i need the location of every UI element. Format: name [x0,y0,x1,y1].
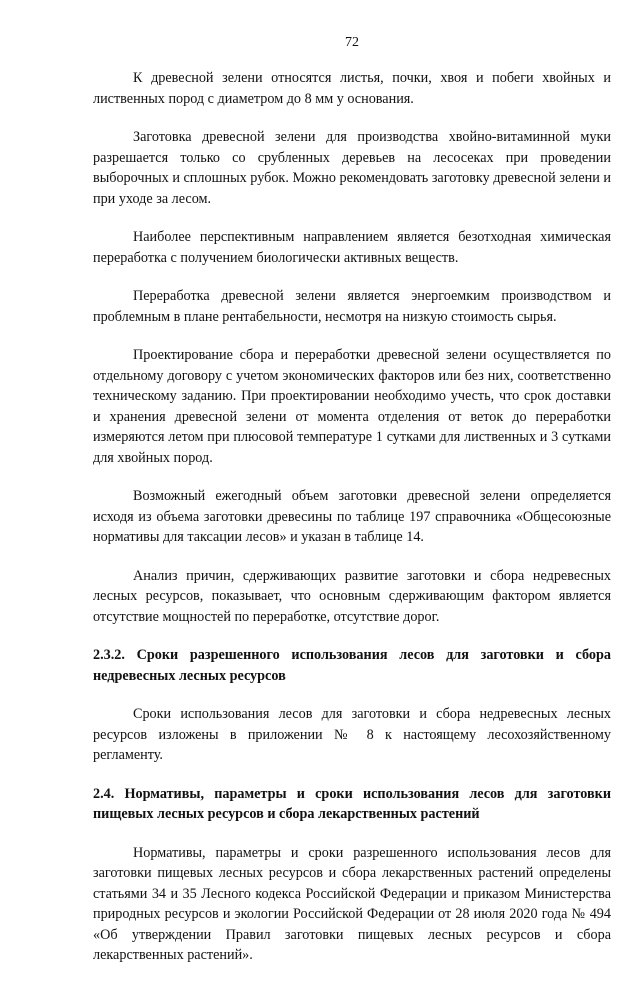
document-page [93,34,611,984]
page-number: 72 [345,35,359,50]
paragraph-wood-greenery-definition: К древесной зелени относятся листья, почки, хвоя и побеги хвойных и лиственных пород с диаметром до 8 мм у основания. [93,70,611,107]
section-heading-2-4: 2.4. Нормативы, параметры и сроки использования лесов для заготовки пищевых лесных ресурсов и сбора лекарственных растений [93,785,611,822]
paragraph-annual-volume: Возможный ежегодный объем заготовки древесной зелени определяется исходя из объема заготовки древесины по таблице 197 справочника «Общесоюзные нормативы для таксации лесов» и указан в таблице 14. [93,488,611,545]
section-heading-2-3-2: 2.3.2. Сроки разрешенного использования лесов для заготовки и сбора недревесных лесных ресурсов [93,647,611,684]
paragraph-usage-terms: Сроки использования лесов для заготовки и сбора недревесных лесных ресурсов изложены в приложении № 8 к настоящему лесохозяйственному регламенту. [93,706,611,763]
paragraph-norms-parameters: Нормативы, параметры и сроки разрешенного использования лесов для заготовки пищевых лесных ресурсов и сбора лекарственных растений определены статьями 34 и 35 Лесного кодекса Российской Федерации и приказом Министерства природных ресурсов и экологии Российской Федерации от 28 июля 2020 года № 494 «Об утверждении Правил заготовки пищевых лесных ресурсов и сбора лекарственных растений». [93,844,611,963]
paragraph-greenery-harvesting: Заготовка древесной зелени для производства хвойно-витаминной муки разрешается только со срубленных деревьев на лесосеках при проведении выборочных и сплошных рубок. Можно рекомендовать заготовку древесной зелени и при уходе за лесом. [93,129,611,207]
paragraph-chemical-processing: Наиболее перспективным направлением является безотходная химическая переработка с получением биологически активных веществ. [93,229,611,266]
paragraph-analysis-causes: Анализ причин, сдерживающих развитие заготовки и сбора недревесных лесных ресурсов, показывает, что основным сдерживающим фактором является отсутствие мощностей по переработке, отсутствие дорог. [93,567,611,625]
paragraph-design-processing: Проектирование сбора и переработки древесной зелени осуществляется по отдельному договору с учетом экономических факторов или без них, соответственно техническому заданию. При проектировании необходимо учесть, что срок доставки и хранения древесной зелени от момента отделения от веток до переработки измеряются летом при плюсовой температуре 1 сутками для лиственных и 3 сутками для хвойных пород. [93,347,611,466]
paragraph-processing-energy: Переработка древесной зелени является энергоемким производством и проблемным в плане рентабельности, несмотря на низкую стоимость сырья. [93,288,611,325]
